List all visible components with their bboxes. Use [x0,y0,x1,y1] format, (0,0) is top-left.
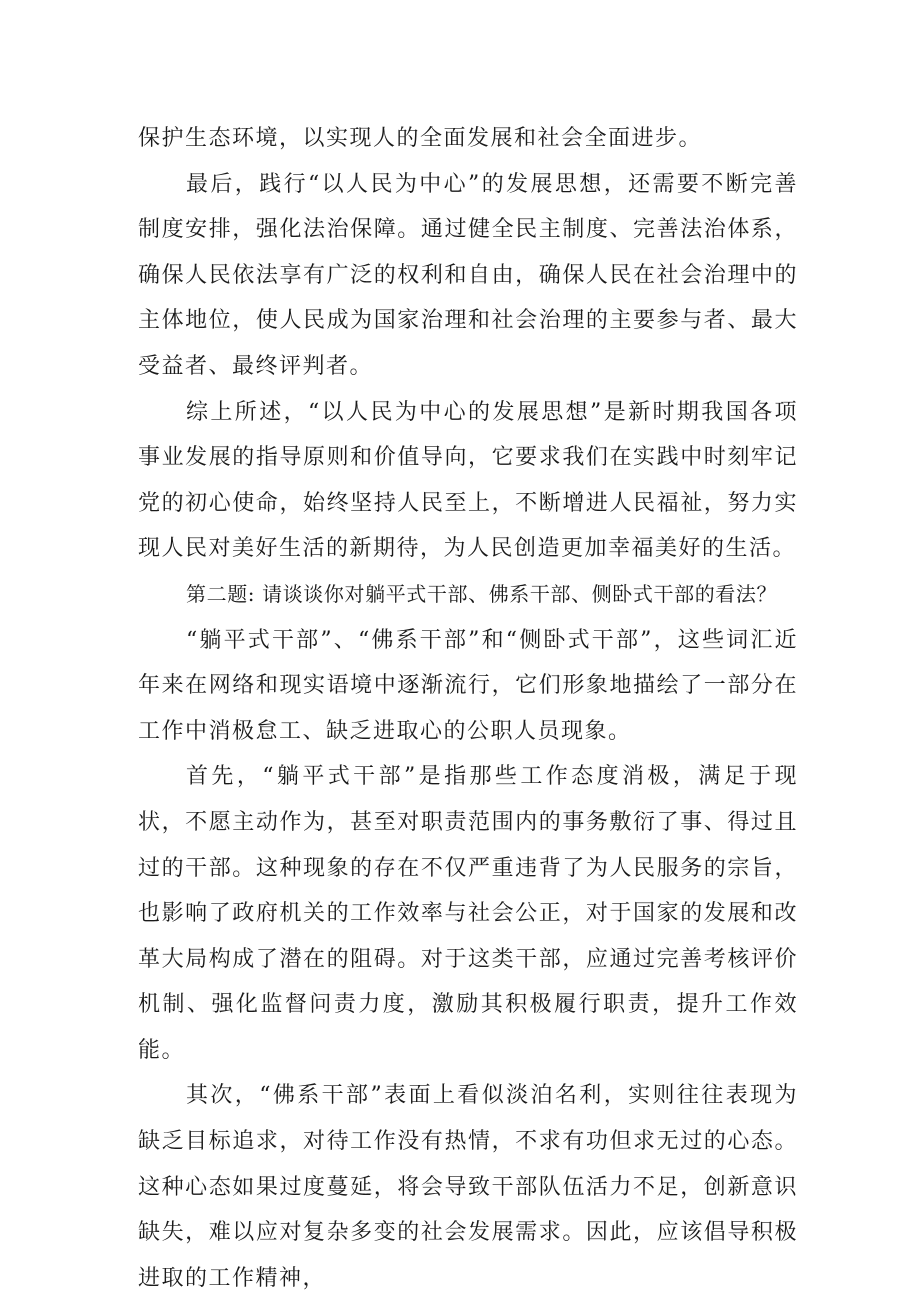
paragraph-cadre-terms-intro: “躺平式干部”、“佛系干部”和“侧卧式干部”，这些词汇近年来在网络和现实语境中逐渐流行，它们形象地描绘了一部分在工作中消极怠工、缺乏进取心的公职人员现象。 [138,627,798,744]
paragraph-buddhist-cadre: 其次，“佛系干部”表面上看似淡泊名利，实则往往表现为缺乏目标追求，对待工作没有热情，不求有功但求无过的心态。这种心态如果过度蔓延，将会导致干部队伍活力不足，创新意识缺失，难以应对复杂多变的社会发展需求。因此，应该倡导积极进取的工作精神， [138,1083,798,1291]
document-page [138,116,798,1301]
paragraph-summary: 综上所述，“以人民为中心的发展思想”是新时期我国各项事业发展的指导原则和价值导向，它要求我们在实践中时刻牢记党的初心使命，始终坚持人民至上，不断增进人民福祉，努力实现人民对美好生活的新期待，为人民创造更加幸福美好的生活。 [138,399,798,562]
question-two-heading: 第二题: 请谈谈你对躺平式干部、佛系干部、侧卧式干部的看法？ [186,581,778,606]
paragraph-rule-of-law: 最后，践行“以人民为中心”的发展思想，还需要不断完善制度安排，强化法治保障。通过健全民主制度、完善法治体系，确保人民依法享有广泛的权利和自由，确保人民在社会治理中的主体地位，使人民成为国家治理和社会治理的主要参与者、最大受益者、最终评判者。 [138,171,798,379]
paragraph-environment-conclusion: 保护生态环境，以实现人的全面发展和社会全面进步。 [138,126,703,151]
paragraph-lying-flat-cadre: 首先，“躺平式干部”是指那些工作态度消极，满足于现状，不愿主动作为，甚至对职责范围内的事务敷衍了事、得过且过的干部。这种现象的存在不仅严重违背了为人民服务的宗旨，也影响了政府机关的工作效率与社会公正，对于国家的发展和改革大局构成了潜在的阻碍。对于这类干部，应通过完善考核评价机制、强化监督问责力度，激励其积极履行职责，提升工作效能。 [138,764,798,1063]
